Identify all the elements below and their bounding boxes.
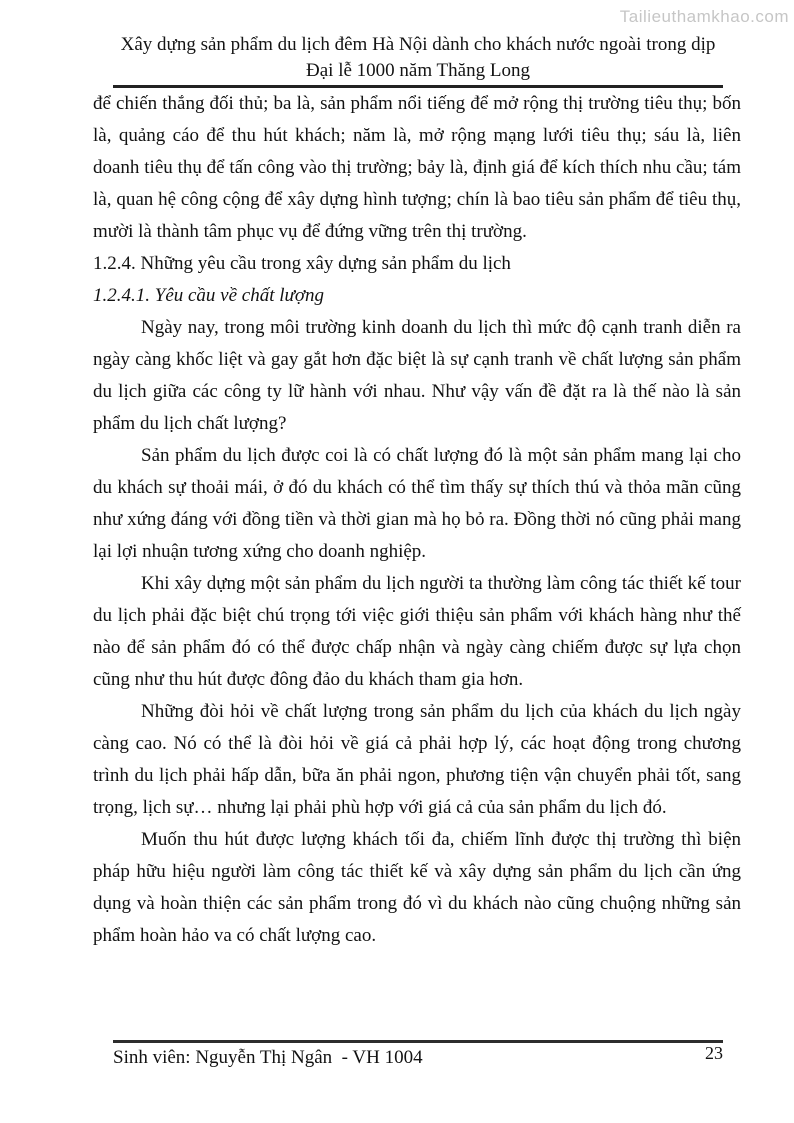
page-header xyxy=(113,32,723,88)
section-heading-1-2-4: 1.2.4. Những yêu cầu trong xây dựng sản phẩm du lịch xyxy=(93,253,511,274)
body-paragraph: Những đòi hỏi về chất lượng trong sản phẩm du lịch của khách du lịch ngày càng cao. Nó có thể là đòi hỏi về giá cả phải hợp lý, các hoạt động trong chương trình du lịch phải hấp dẫn, bữa ăn phải ngon, phương tiện vận chuyển phải tốt, sang trọng, lịch sự… nhưng lại phải phù hợp với giá cả của sản phẩm du lịch đó. xyxy=(93,701,741,818)
site-watermark: Tailieuthamkhao.com xyxy=(619,7,789,26)
body-paragraph: Ngày nay, trong môi trường kinh doanh du lịch thì mức độ cạnh tranh diễn ra ngày càng khốc liệt và gay gắt hơn đặc biệt là sự cạnh tranh về chất lượng sản phẩm du lịch giữa các công ty lữ hành với nhau. Như vậy vấn đề đặt ra là thế nào là sản phẩm du lịch chất lượng? xyxy=(93,317,741,434)
document-title-line-2: Đại lễ 1000 năm Thăng Long xyxy=(306,60,530,81)
continued-paragraph: để chiến thắng đối thủ; ba là, sản phẩm nổi tiếng để mở rộng thị trường tiêu thụ; bốn là, quảng cáo để thu hút khách; năm là, mở rộng mạng lưới tiêu thụ; sáu là, liên doanh tiêu thụ để tấn công vào thị trường; bảy là, định giá để kích thích nhu cầu; tám là, quan hệ công cộng để xây dựng hình tượng; chín là bao tiêu sản phẩm để tiêu thụ, mười là thành tâm phục vụ để đứng vững trên thị trường. xyxy=(93,93,741,242)
page-number: 23 xyxy=(705,1043,723,1063)
document-title-line-1: Xây dựng sản phẩm du lịch đêm Hà Nội dành cho khách nước ngoài trong dịp xyxy=(120,34,716,55)
document-body xyxy=(93,88,741,952)
body-paragraph: Muốn thu hút được lượng khách tối đa, chiếm lĩnh được thị trường thì biện pháp hữu hiệu người làm công tác thiết kế và xây dựng sản phẩm du lịch cần ứng dụng và hoàn thiện các sản phẩm trong đó vì du khách nào cũng chuộng những sản phẩm hoàn hảo va có chất lượng cao. xyxy=(93,829,741,946)
footer-author-line: Sinh viên: Nguyễn Thị Ngân - VH 1004 xyxy=(113,1047,423,1068)
body-paragraph: Khi xây dựng một sản phẩm du lịch người ta thường làm công tác thiết kế tour du lịch phải đặc biệt chú trọng tới việc giới thiệu sản phẩm với khách hàng như thế nào để sản phẩm đó có thể được chấp nhận và ngày càng chiếm được sự lựa chọn cũng như thu hút được đông đảo du khách tham gia hơn. xyxy=(93,573,741,690)
subsection-heading-1-2-4-1: 1.2.4.1. Yêu cầu về chất lượng xyxy=(93,285,325,306)
body-paragraph: Sản phẩm du lịch được coi là có chất lượng đó là một sản phẩm mang lại cho du khách sự thoải mái, ở đó du khách có thể tìm thấy sự thích thú và thỏa mãn cũng như xứng đáng với đồng tiền và thời gian mà họ bỏ ra. Đồng thời nó cũng phải mang lại lợi nhuận tương xứng cho doanh nghiệp. xyxy=(93,445,741,562)
